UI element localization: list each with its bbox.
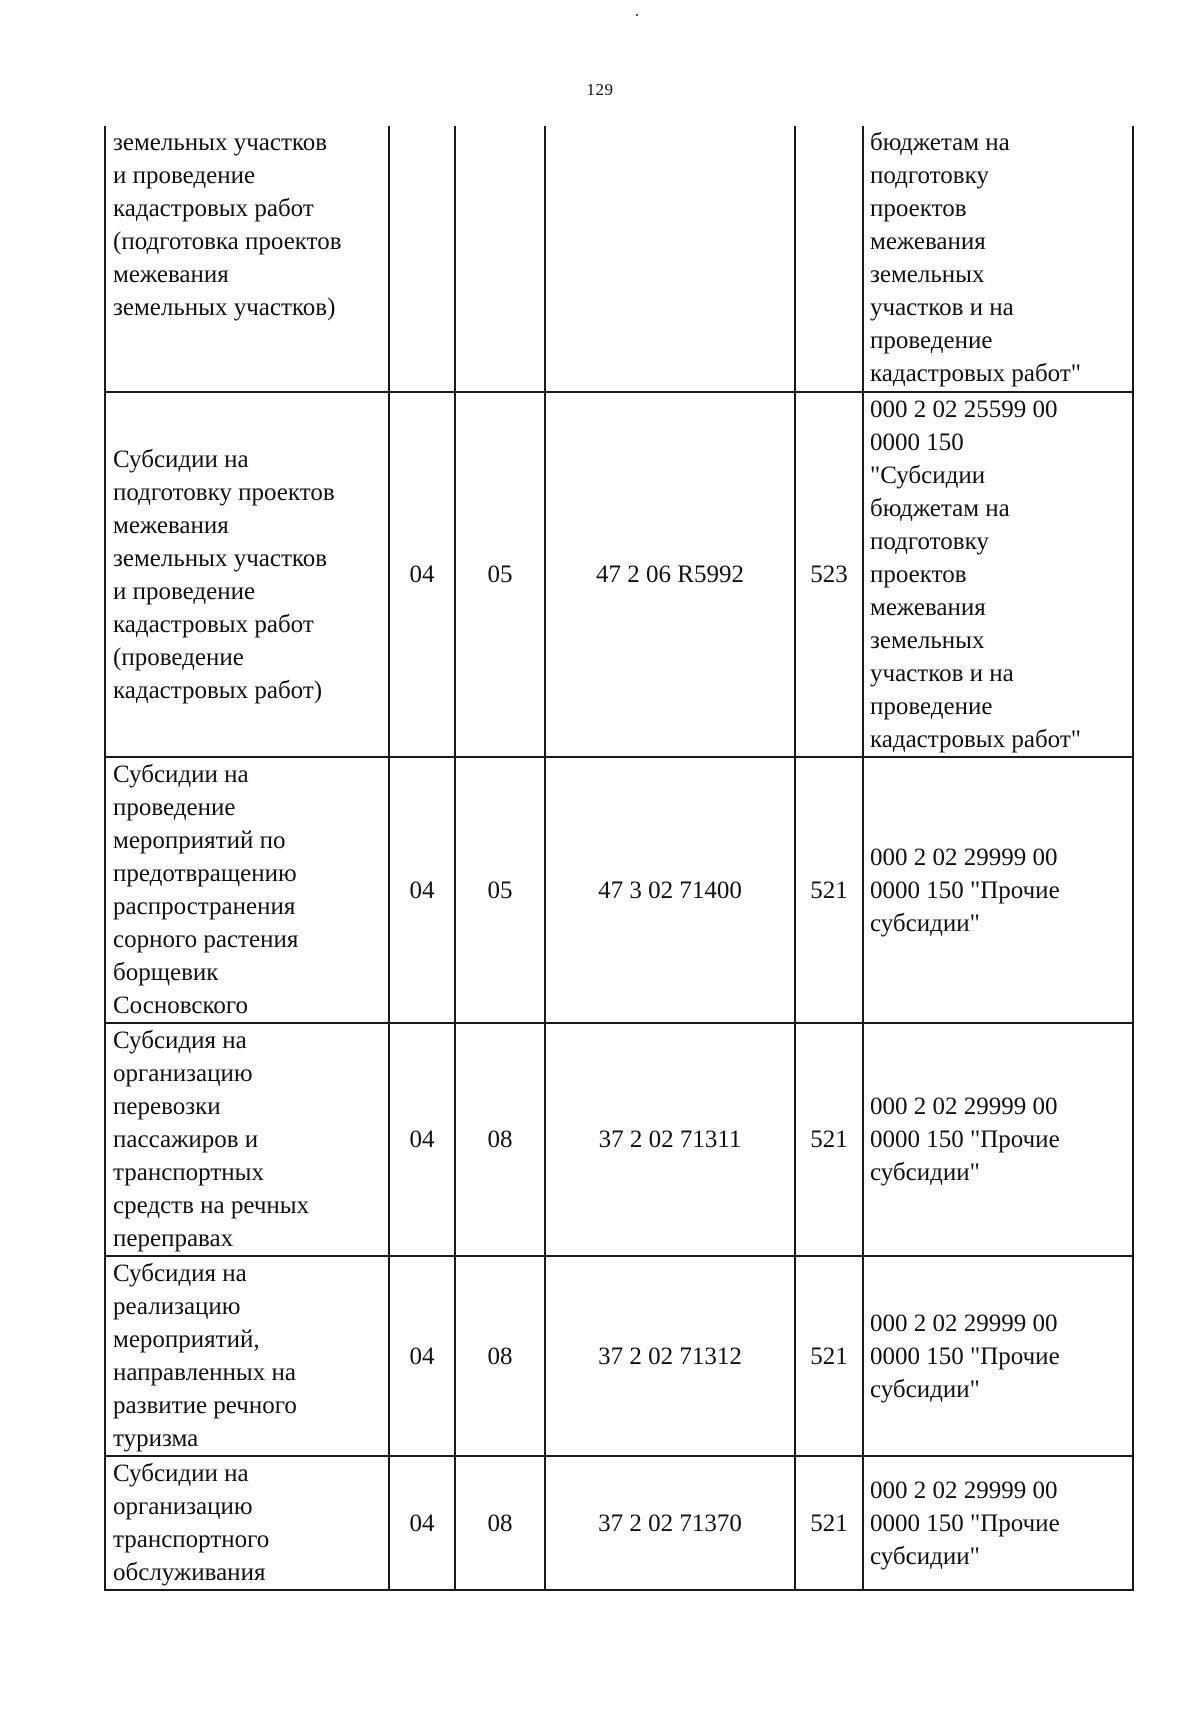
section-cell: 04 <box>389 1023 455 1256</box>
target-article-cell: 37 2 02 71312 <box>545 1256 795 1456</box>
expense-type-cell: 521 <box>795 1023 863 1256</box>
expense-type-cell <box>795 126 863 392</box>
expense-type-cell: 523 <box>795 392 863 757</box>
table-row <box>105 126 1133 392</box>
expense-type-cell: 521 <box>795 757 863 1023</box>
table-row <box>105 392 1133 757</box>
row-name-cell: земельных участков и проведение кадастровых работ (подготовка проектов межевания земельных участков) <box>105 126 389 392</box>
subsection-cell: 05 <box>455 757 545 1023</box>
subsection-cell <box>455 126 545 392</box>
subsection-cell: 08 <box>455 1256 545 1456</box>
table-row <box>105 757 1133 1023</box>
subsidies-table <box>104 126 1134 1591</box>
expense-type-cell: 521 <box>795 1456 863 1590</box>
income-code-cell: 000 2 02 29999 00 0000 150 "Прочие субсидии" <box>863 1256 1133 1456</box>
row-name-cell: Субсидии на организацию транспортного обслуживания <box>105 1456 389 1590</box>
subsection-cell: 05 <box>455 392 545 757</box>
target-article-cell: 37 2 02 71370 <box>545 1456 795 1590</box>
target-article-cell: 37 2 02 71311 <box>545 1023 795 1256</box>
income-code-cell: бюджетам на подготовку проектов межевания земельных участков и на проведение кадастровых работ" <box>863 126 1133 392</box>
section-cell: 04 <box>389 1456 455 1590</box>
income-code-cell: 000 2 02 29999 00 0000 150 "Прочие субсидии" <box>863 757 1133 1023</box>
subsection-cell: 08 <box>455 1456 545 1590</box>
income-code-cell: 000 2 02 29999 00 0000 150 "Прочие субсидии" <box>863 1456 1133 1590</box>
income-code-cell: 000 2 02 25599 00 0000 150 "Субсидии бюджетам на подготовку проектов межевания земельных участков и на проведение кадастровых работ" <box>863 392 1133 757</box>
row-name-cell: Субсидии на проведение мероприятий по предотвращению распространения сорного растения борщевик Сосновского <box>105 757 389 1023</box>
section-cell <box>389 126 455 392</box>
section-cell: 04 <box>389 1256 455 1456</box>
table-row <box>105 1456 1133 1590</box>
expense-type-cell: 521 <box>795 1256 863 1456</box>
table-row <box>105 1023 1133 1256</box>
scan-speck <box>636 14 638 16</box>
row-name-cell: Субсидия на организацию перевозки пассажиров и транспортных средств на речных переправах <box>105 1023 389 1256</box>
row-name-cell: Субсидии на подготовку проектов межевания земельных участков и проведение кадастровых работ (проведение кадастровых работ) <box>105 392 389 757</box>
target-article-cell <box>545 126 795 392</box>
subsection-cell: 08 <box>455 1023 545 1256</box>
table-row <box>105 1256 1133 1456</box>
section-cell: 04 <box>389 757 455 1023</box>
page-number: 129 <box>586 80 614 99</box>
target-article-cell: 47 2 06 R5992 <box>545 392 795 757</box>
row-name-cell: Субсидия на реализацию мероприятий, направленных на развитие речного туризма <box>105 1256 389 1456</box>
income-code-cell: 000 2 02 29999 00 0000 150 "Прочие субсидии" <box>863 1023 1133 1256</box>
target-article-cell: 47 3 02 71400 <box>545 757 795 1023</box>
section-cell: 04 <box>389 392 455 757</box>
